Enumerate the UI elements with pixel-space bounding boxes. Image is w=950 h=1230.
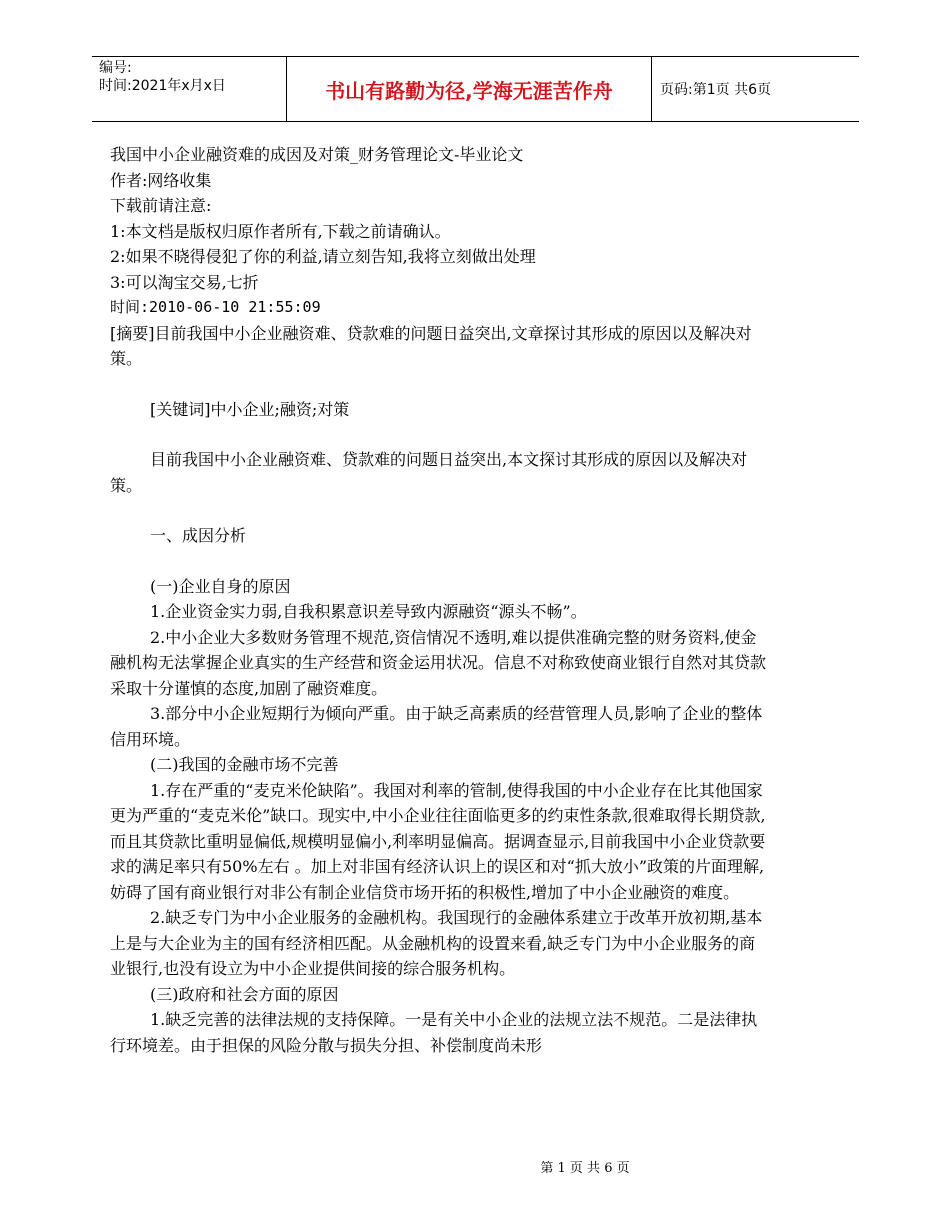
doc-time: 时间:2010-06-10 21:55:09 — [110, 298, 321, 316]
page-header — [92, 56, 859, 122]
header-time-label: 时间:2021年x月x日 — [99, 78, 226, 94]
doc-title: 我国中小企业融资难的成因及对策_财务管理论文-毕业论文 — [110, 145, 524, 164]
paragraph: 1.存在严重的“麦克米伦缺陷”。我国对利率的管制,使得我国的中小企业存在比其他国家更为严重的“麦克米伦”缺口。现实中,中小企业往往面临更多的约束性条款,很难取得长期贷款,而且其贷款比重明显偏低,规模明显偏小,利率明显偏高。据调查显示,目前我国中小企业贷款要求的满足率只有50%左右 。加上对非国有经济认识上的误区和对“抓大放小”政策的片面理解,妨碍了国有商业银行对非公有制企业信贷市场开拓的积极性,增加了中小企业融资的难度。 — [110, 780, 766, 902]
paragraph: 1.企业资金实力弱,自我积累意识差导致内源融资“源头不畅”。 — [150, 602, 587, 621]
subsection-heading: (一)企业自身的原因 — [150, 576, 291, 596]
doc-author: 作者:网络收集 — [110, 170, 212, 190]
keywords: [关键词]中小企业;融资;对策 — [150, 399, 350, 419]
abstract: [摘要]目前我国中小企业融资难、贷款难的问题日益突出,文章探讨其形成的原因以及解决对策。 — [110, 323, 752, 368]
document-body — [110, 142, 770, 1058]
intro-paragraph: 目前我国中小企业融资难、贷款难的问题日益突出,本文探讨其形成的原因以及解决对策。 — [110, 450, 748, 495]
page-footer: 第 1 页 共 6 页 — [540, 1161, 630, 1176]
notice-item: 3:可以淘宝交易,七折 — [110, 272, 259, 292]
notice-item: 1:本文档是版权归原作者所有,下载之前请确认。 — [110, 221, 451, 241]
notice-title: 下载前请注意: — [110, 196, 212, 215]
paragraph: 3.部分中小企业短期行为倾向严重。由于缺乏高素质的经营管理人员,影响了企业的整体信用环境。 — [110, 704, 763, 749]
header-page-info: 页码:第1页 共6页 — [660, 82, 771, 98]
subsection-heading: (三)政府和社会方面的原因 — [150, 984, 339, 1004]
header-meta — [92, 57, 286, 121]
notice-item: 2:如果不晓得侵犯了你的利益,请立刻告知,我将立刻做出处理 — [110, 247, 536, 266]
subsection-heading: (二)我国的金融市场不完善 — [150, 755, 339, 774]
header-motto: 书山有路勤为径,学海无涯苦作舟 — [286, 57, 652, 121]
section-heading: 一、成因分析 — [150, 526, 247, 545]
header-number-label: 编号: — [99, 60, 132, 76]
paragraph: 2.中小企业大多数财务管理不规范,资信情况不透明,难以提供准确完整的财务资料,使金融机构无法掌握企业真实的生产经营和资金运用状况。信息不对称致使商业银行自然对其贷款采取十分谨慎的态度,加剧了融资难度。 — [110, 627, 767, 698]
paragraph: 2.缺乏专门为中小企业服务的金融机构。我国现行的金融体系建立于改革开放初期,基本上是与大企业为主的国有经济相匹配。从金融机构的设置来看,缺乏专门为中小企业服务的商业银行,也没有设立为中小企业提供间接的综合服务机构。 — [110, 908, 763, 978]
paragraph: 1.缺乏完善的法律法规的支持保障。一是有关中小企业的法规立法不规范。二是法律执行环境差。由于担保的风险分散与损失分担、补偿制度尚未形 — [110, 1010, 758, 1055]
